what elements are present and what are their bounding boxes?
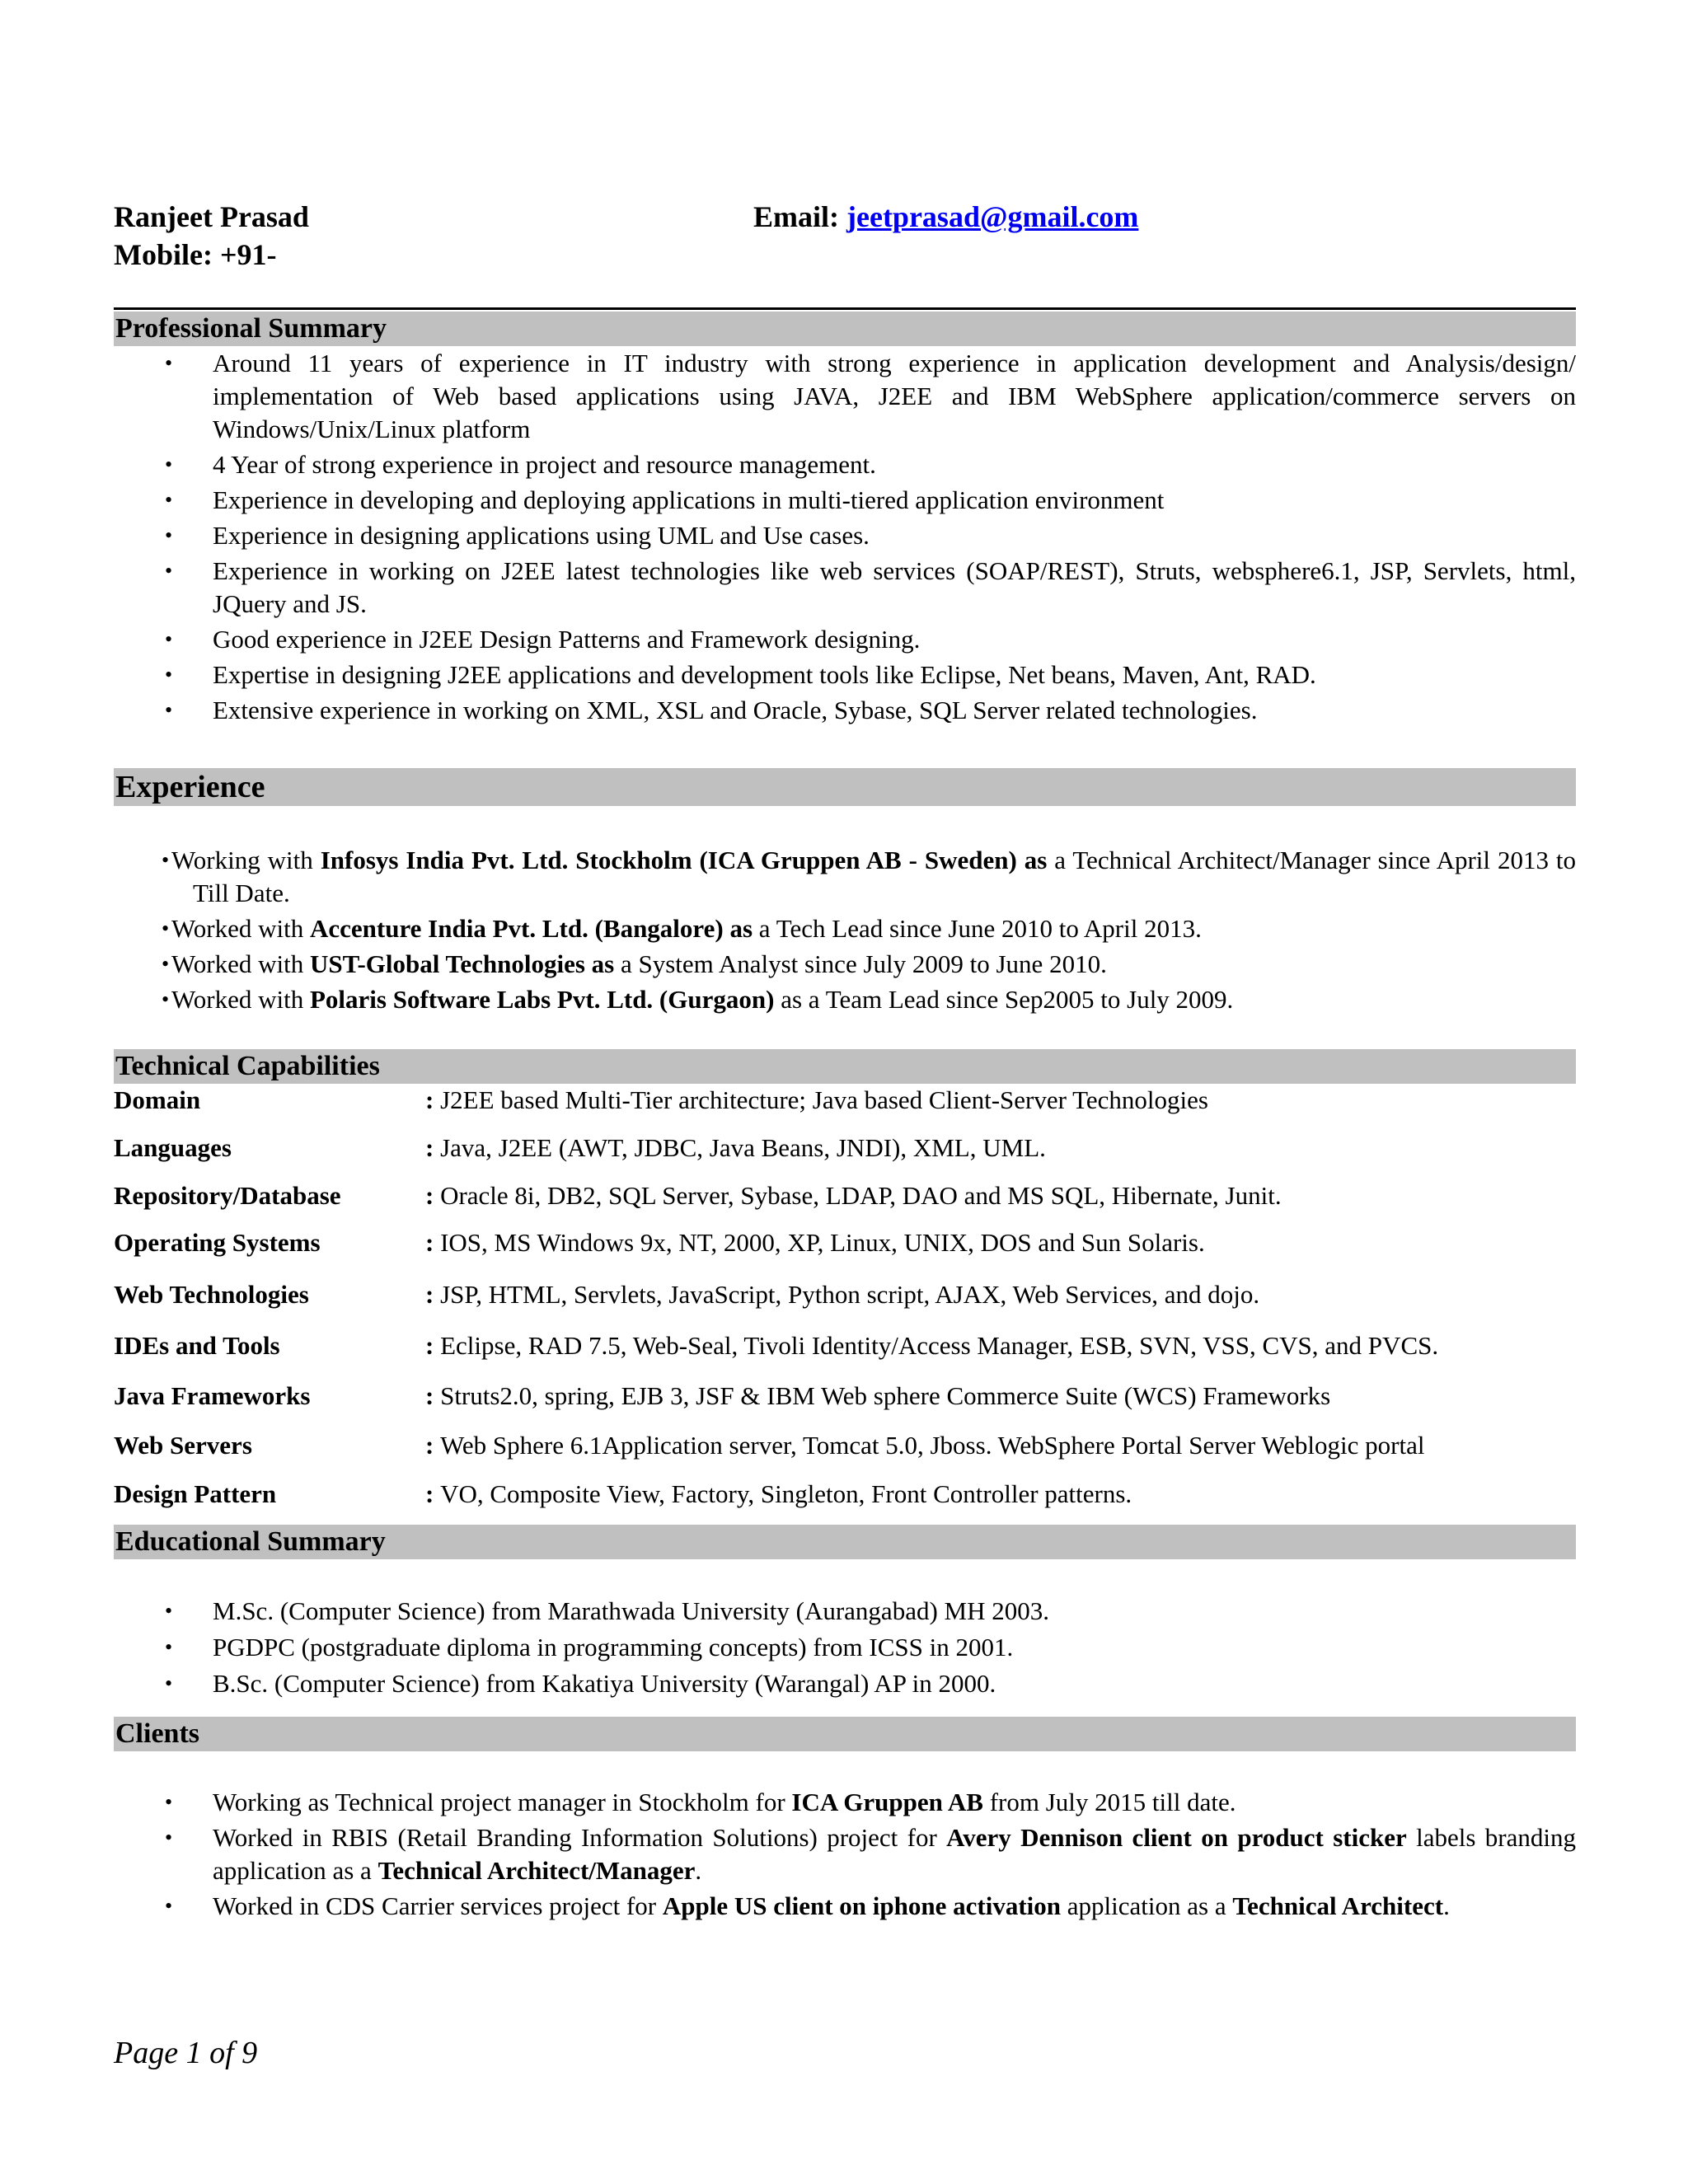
capability-value: VO, Composite View, Factory, Singleton, Front Controller patterns. bbox=[440, 1479, 1132, 1508]
client-item bbox=[114, 1786, 1576, 1819]
summary-text: Experience in designing applications using UML and Use cases. bbox=[213, 521, 870, 550]
education-text: M.Sc. (Computer Science) from Marathwada University (Aurangabad) MH 2003. bbox=[213, 1596, 1049, 1625]
colon-separator: : bbox=[425, 1431, 441, 1460]
bullet-icon: • bbox=[165, 488, 173, 512]
clients-list bbox=[114, 1786, 1576, 1925]
summary-text: 4 Year of strong experience in project and resource management. bbox=[213, 450, 876, 479]
bullet-icon: • bbox=[165, 698, 173, 722]
client-text: Worked in CDS Carrier services project for bbox=[213, 1891, 663, 1920]
employer-name: Accenture India Pvt. Ltd. (Bangalore) as bbox=[309, 914, 753, 943]
client-item bbox=[114, 1890, 1576, 1923]
capability-value: Java, J2EE (AWT, JDBC, Java Beans, JNDI), XML, UML. bbox=[440, 1133, 1046, 1162]
client-text: Working as Technical project manager in Stockholm for bbox=[213, 1788, 792, 1816]
education-item bbox=[114, 1595, 1576, 1628]
header-divider bbox=[114, 307, 1576, 310]
summary-item bbox=[114, 347, 1576, 446]
section-clients: Clients bbox=[114, 1717, 1576, 1751]
experience-list bbox=[114, 844, 1576, 1019]
colon-separator: : bbox=[425, 1381, 441, 1410]
colon-separator: : bbox=[425, 1331, 441, 1360]
colon-separator: : bbox=[425, 1181, 441, 1210]
experience-item bbox=[114, 948, 1576, 981]
capability-value: IOS, MS Windows 9x, NT, 2000, XP, Linux, UNIX, DOS and Sun Solaris. bbox=[440, 1228, 1205, 1257]
bullet-icon: • bbox=[165, 1825, 173, 1849]
bullet-icon: • bbox=[165, 1790, 173, 1814]
summary-item bbox=[114, 448, 1576, 481]
summary-item bbox=[114, 555, 1576, 621]
email-label: Email: bbox=[753, 200, 839, 233]
education-item bbox=[114, 1631, 1576, 1664]
employer-name: Infosys India Pvt. Ltd. Stockholm (ICA Gruppen AB - Sweden) as bbox=[320, 846, 1048, 874]
capability-value-cell bbox=[425, 1132, 1046, 1165]
capability-value: Eclipse, RAD 7.5, Web-Seal, Tivoli Identity/Access Manager, ESB, SVN, VSS, CVS, and PVCS. bbox=[440, 1331, 1439, 1360]
capability-key: Operating Systems bbox=[114, 1228, 321, 1257]
summary-text: Good experience in J2EE Design Patterns and Framework designing. bbox=[213, 625, 921, 654]
client-text: from July 2015 till date. bbox=[982, 1788, 1236, 1816]
summary-text: Experience in working on J2EE latest technologies like web services (SOAP/REST), Struts, websphere6.1, JSP, Servlets, html, JQuery and JS. bbox=[213, 556, 1576, 618]
summary-item bbox=[114, 623, 1576, 656]
summary-text: Expertise in designing J2EE applications and development tools like Eclipse, Net beans, Maven, Ant, RAD. bbox=[213, 660, 1316, 689]
bullet-icon: • bbox=[165, 559, 173, 583]
summary-item bbox=[114, 658, 1576, 691]
bullet-icon: • bbox=[165, 1671, 173, 1695]
capability-value-cell bbox=[425, 1179, 1282, 1212]
client-text: application as a bbox=[1061, 1891, 1233, 1920]
client-item bbox=[114, 1821, 1576, 1887]
client-highlight: Apple US client on iphone activation bbox=[662, 1891, 1062, 1920]
bullet-icon: • bbox=[162, 848, 170, 872]
capability-key: Web Technologies bbox=[114, 1280, 309, 1309]
client-text: Worked in RBIS (Retail Branding Information Solutions) project for bbox=[213, 1823, 947, 1852]
mobile-number: Mobile: +91- bbox=[114, 238, 277, 271]
section-experience: Experience bbox=[114, 768, 1576, 806]
colon-separator: : bbox=[425, 1280, 441, 1309]
client-text: labels branding application as a bbox=[213, 1823, 1576, 1885]
bullet-icon: • bbox=[165, 1894, 173, 1918]
capability-value: JSP, HTML, Servlets, JavaScript, Python script, AJAX, Web Services, and dojo. bbox=[440, 1280, 1260, 1309]
experience-text: Worked with bbox=[171, 914, 310, 943]
bullet-icon: • bbox=[162, 916, 170, 940]
education-text: B.Sc. (Computer Science) from Kakatiya University (Warangal) AP in 2000. bbox=[213, 1669, 996, 1698]
colon-separator: : bbox=[425, 1479, 441, 1508]
capability-value: J2EE based Multi-Tier architecture; Java based Client-Server Technologies bbox=[440, 1085, 1208, 1114]
client-highlight: Technical Architect bbox=[1232, 1891, 1444, 1920]
capability-value-cell bbox=[425, 1278, 1259, 1311]
capability-value-cell bbox=[425, 1084, 1208, 1117]
candidate-name: Ranjeet Prasad bbox=[114, 200, 309, 233]
capability-value-cell bbox=[425, 1478, 1132, 1511]
capability-key: Repository/Database bbox=[114, 1181, 341, 1210]
section-technical-capabilities: Technical Capabilities bbox=[114, 1049, 1576, 1084]
capability-key: Web Servers bbox=[114, 1431, 252, 1460]
bullet-icon: • bbox=[165, 523, 173, 547]
bullet-icon: • bbox=[165, 663, 173, 687]
client-text: . bbox=[1443, 1891, 1450, 1920]
client-highlight: Avery Dennison client on product sticker bbox=[946, 1823, 1407, 1852]
page-footer: Page 1 of 9 bbox=[114, 2036, 258, 2070]
bullet-icon: • bbox=[165, 1635, 173, 1659]
employer-name: Polaris Software Labs Pvt. Ltd. (Gurgaon) bbox=[309, 985, 775, 1014]
capability-value: Struts2.0, spring, EJB 3, JSF & IBM Web sphere Commerce Suite (WCS) Frameworks bbox=[440, 1381, 1331, 1410]
colon-separator: : bbox=[425, 1228, 441, 1257]
experience-role: as a Team Lead since Sep2005 to July 2009. bbox=[774, 985, 1234, 1014]
client-text: . bbox=[695, 1856, 702, 1885]
experience-role: a System Analyst since July 2009 to June 2010. bbox=[614, 949, 1107, 978]
bullet-icon: • bbox=[162, 952, 170, 976]
bullet-icon: • bbox=[162, 987, 170, 1011]
experience-role: a Tech Lead since June 2010 to April 2013. bbox=[753, 914, 1202, 943]
client-highlight: Technical Architect/Manager bbox=[377, 1856, 696, 1885]
capability-value-cell bbox=[425, 1226, 1205, 1259]
experience-role: a Technical Architect/Manager since April 2013 to Till Date. bbox=[193, 846, 1576, 907]
experience-item bbox=[114, 912, 1576, 945]
capability-key: IDEs and Tools bbox=[114, 1331, 280, 1360]
client-highlight: ICA Gruppen AB bbox=[791, 1788, 983, 1816]
capability-key: Languages bbox=[114, 1133, 232, 1162]
bullet-icon: • bbox=[165, 627, 173, 651]
employer-name: UST-Global Technologies as bbox=[309, 949, 615, 978]
colon-separator: : bbox=[425, 1133, 441, 1162]
email-block bbox=[753, 199, 1138, 235]
education-item bbox=[114, 1667, 1576, 1700]
summary-item bbox=[114, 694, 1576, 727]
capability-value-cell bbox=[425, 1329, 1438, 1362]
capability-value: Web Sphere 6.1Application server, Tomcat 5.0, Jboss. WebSphere Portal Server Weblogic portal bbox=[440, 1431, 1425, 1460]
summary-item bbox=[114, 484, 1576, 517]
summary-text: Extensive experience in working on XML, XSL and Oracle, Sybase, SQL Server related technologies. bbox=[213, 696, 1258, 724]
capability-key: Domain bbox=[114, 1085, 201, 1114]
experience-text: Worked with bbox=[171, 949, 310, 978]
section-professional-summary: Professional Summary bbox=[114, 312, 1576, 346]
experience-text: Worked with bbox=[171, 985, 310, 1014]
education-list bbox=[114, 1595, 1576, 1704]
colon-separator: : bbox=[425, 1085, 441, 1114]
bullet-icon: • bbox=[165, 351, 173, 375]
capability-value-cell bbox=[425, 1429, 1424, 1462]
bullet-icon: • bbox=[165, 1599, 173, 1623]
email-link[interactable]: jeetprasad@gmail.com bbox=[846, 200, 1139, 233]
summary-text: Experience in developing and deploying applications in multi-tiered application environment bbox=[213, 485, 1165, 514]
section-educational-summary: Educational Summary bbox=[114, 1525, 1576, 1559]
summary-text: Around 11 years of experience in IT industry with strong experience in application development and Analysis/design/ implementation of Web based applications using JAVA, J2EE and IBM WebSphere application/commerce servers on Windows/Unix/Linux platform bbox=[213, 349, 1576, 443]
experience-item bbox=[114, 844, 1576, 910]
capability-key: Design Pattern bbox=[114, 1479, 277, 1508]
education-text: PGDPC (postgraduate diploma in programming concepts) from ICSS in 2001. bbox=[213, 1633, 1014, 1661]
summary-item bbox=[114, 519, 1576, 552]
experience-item bbox=[114, 983, 1576, 1016]
capability-value: Oracle 8i, DB2, SQL Server, Sybase, LDAP, DAO and MS SQL, Hibernate, Junit. bbox=[440, 1181, 1282, 1210]
experience-text: Working with bbox=[171, 846, 321, 874]
summary-list bbox=[114, 347, 1576, 729]
bullet-icon: • bbox=[165, 452, 173, 476]
capability-value-cell bbox=[425, 1380, 1330, 1413]
capability-key: Java Frameworks bbox=[114, 1381, 311, 1410]
